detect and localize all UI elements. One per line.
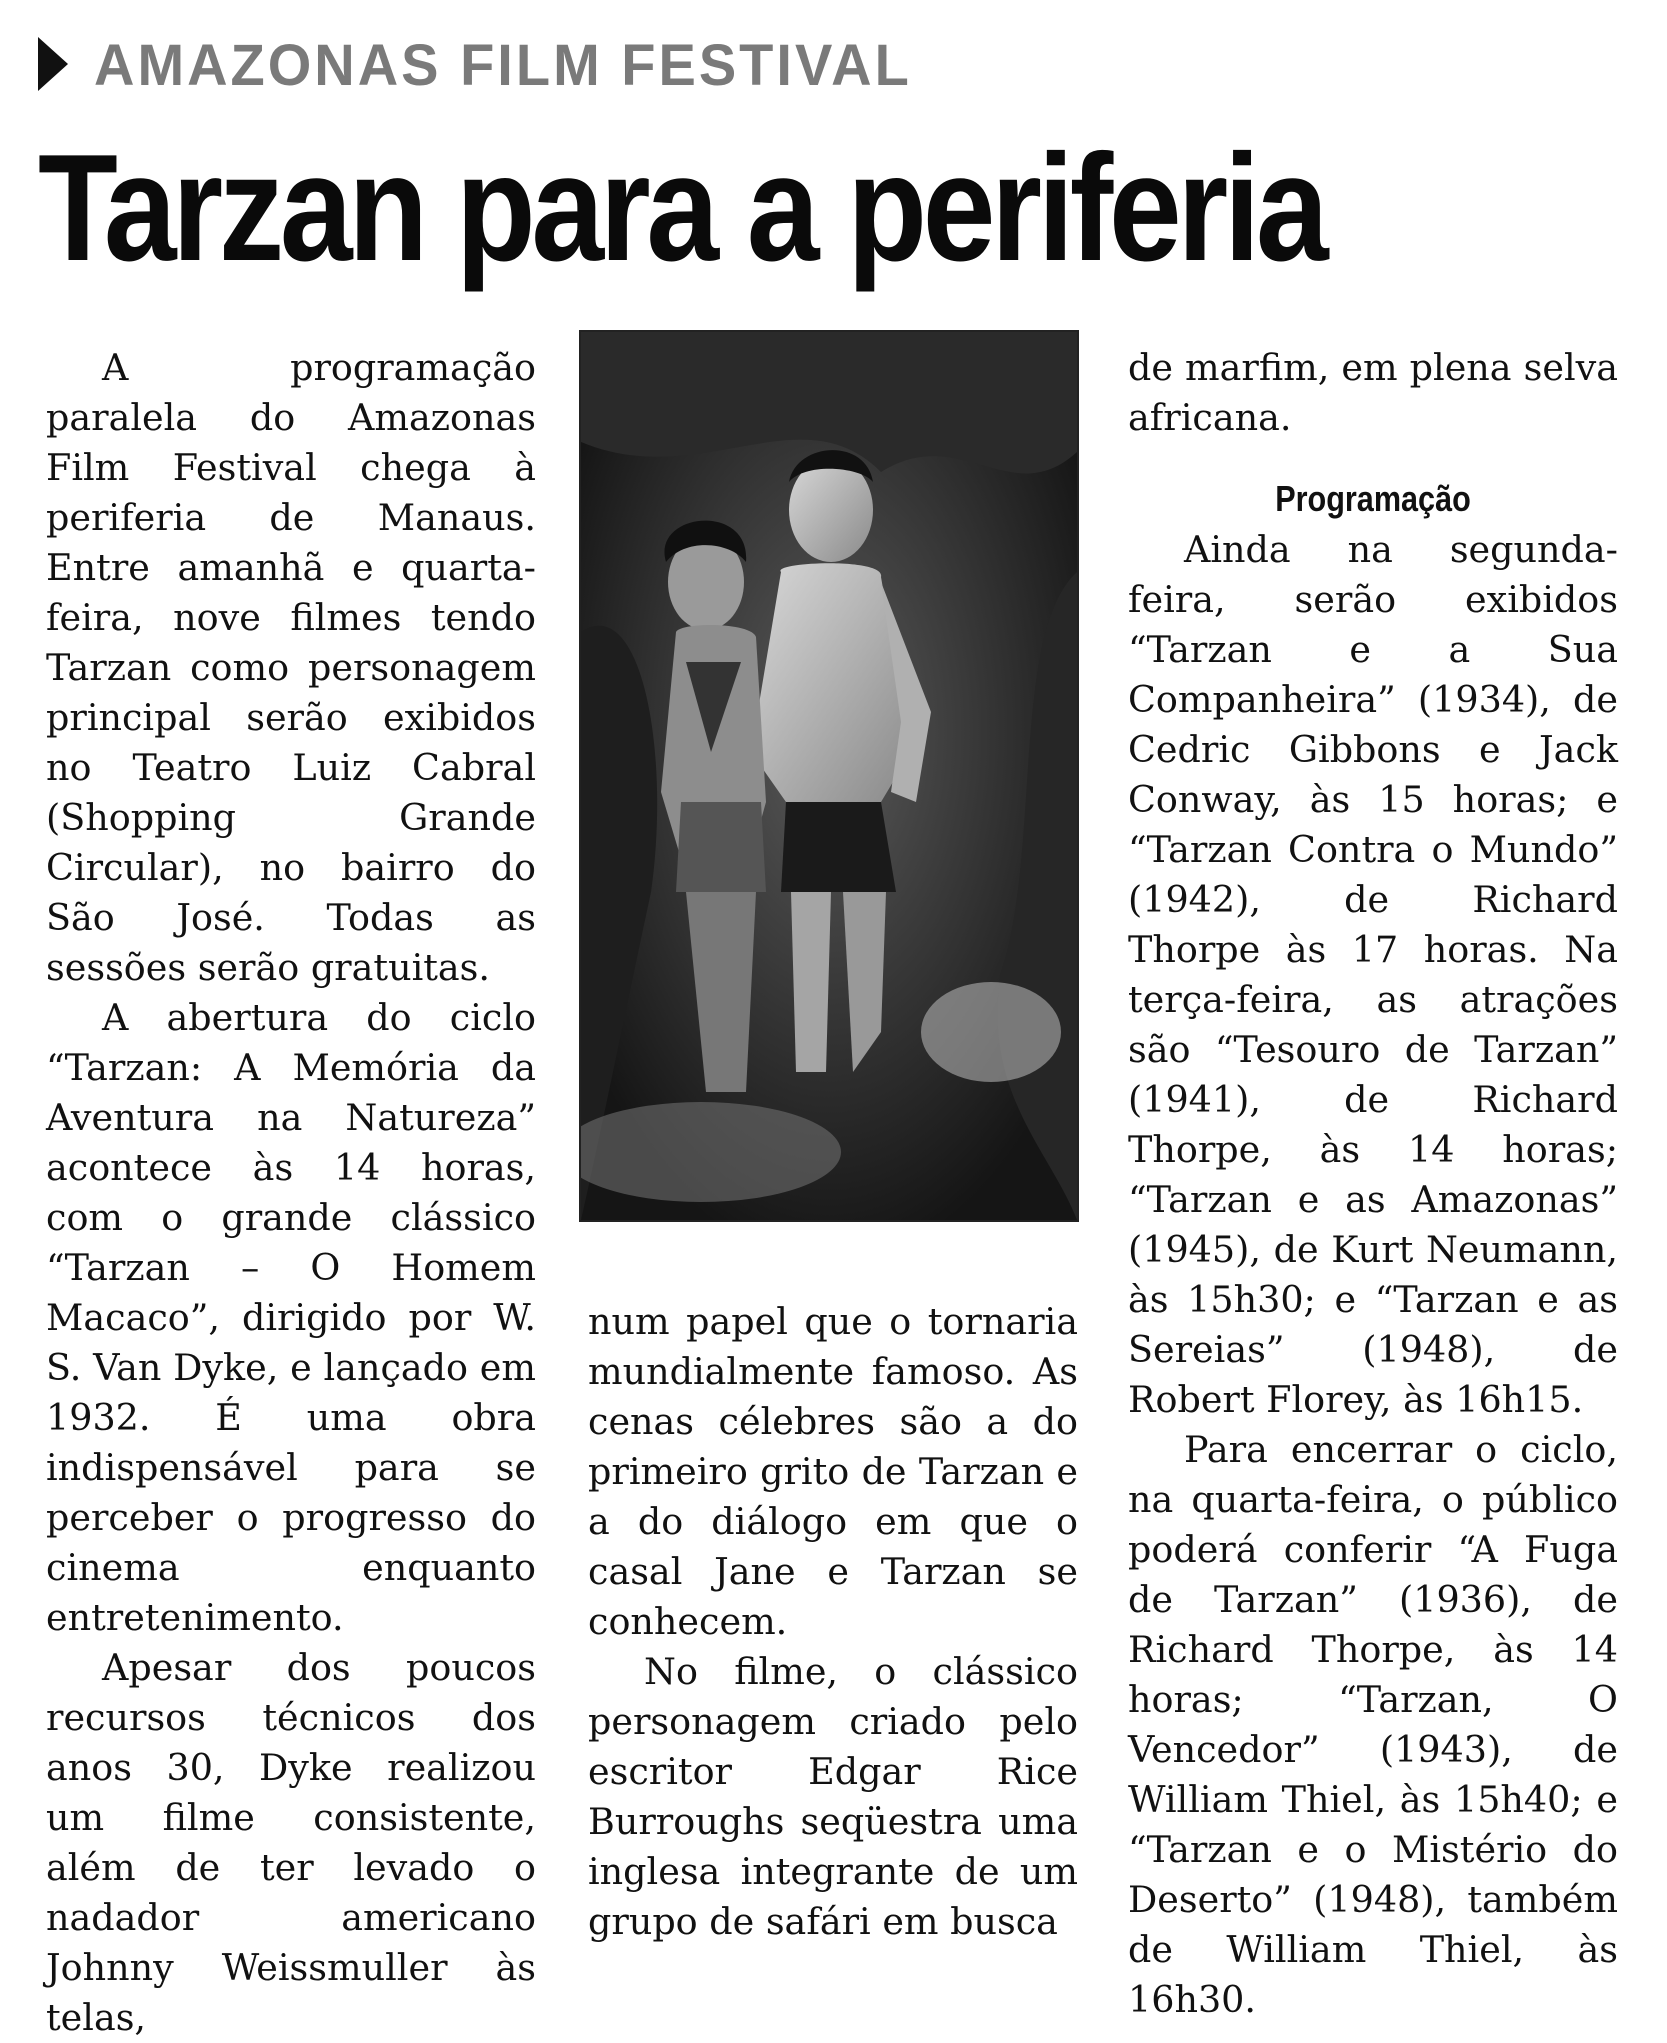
section-kicker (38, 28, 912, 100)
tarzan-and-jane-photo (579, 330, 1079, 1222)
column-1 (46, 343, 536, 2043)
paragraph: de marfim, em plena selva africana. (1128, 346, 1618, 439)
play-triangle-icon (38, 37, 68, 91)
paragraph: A programação paralela do Amazonas Film Festival chega à periferia de Manaus. Entre amanhã e quarta-feira, nove filmes tendo Tarzan como personagem principal serão exibidos no Teatro Luiz Cabral (Shopping Grande Circular), no bairro do São José. Todas as sessões serão gratuitas. (46, 346, 536, 989)
paragraph: Para encerrar o ciclo, na quarta-feira, o público poderá conferir “A Fuga de Tarzan” (1936), de Richard Thorpe, às 14 horas; “Tarzan, O Vencedor” (1943), de William Thiel, às 15h40; e “Tarzan e o Mistério do Deserto” (1948), também de William Thiel, às 16h30. (1128, 1428, 1618, 2021)
headline: Tarzan para a periferia (38, 123, 1325, 293)
paragraph: Ainda na segunda-feira, serão exibidos “Tarzan e a Sua Companheira” (1934), de Cedric Gibbons e Jack Conway, às 15 horas; e “Tarzan Contra o Mundo” (1942), de Richard Thorpe às 17 horas. Na terça-feira, as atrações são “Tesouro de Tarzan” (1941), de Richard Thorpe, às 14 horas; “Tarzan e as Amazonas” (1945), de Kurt Neumann, às 15h30; e “Tarzan e as Sereias” (1948), de Robert Florey, às 16h15. (1128, 528, 1618, 1421)
paragraph: num papel que o tornaria mundialmente famoso. As cenas célebres são a do primeiro grito de Tarzan e a do diálogo em que o casal Jane e Tarzan se conhecem. (588, 1300, 1078, 1643)
subheading: Programação (1275, 478, 1471, 519)
column-2 (588, 1297, 1078, 1947)
section-label: AMAZONAS FILM FESTIVAL (94, 30, 912, 98)
paragraph: Apesar dos poucos recursos técnicos dos anos 30, Dyke realizou um filme consistente, além de ter levado o nadador americano Johnny Weissmuller às telas, (46, 1646, 536, 2039)
paragraph: No filme, o clássico personagem criado pelo escritor Edgar Rice Burroughs seqüestra uma inglesa integrante de um grupo de safári em busca (588, 1650, 1078, 1943)
paragraph: A abertura do ciclo “Tarzan: A Memória da Aventura na Natureza” acontece às 14 horas, com o grande clássico “Tarzan – O Homem Macaco”, dirigido por W. S. Van Dyke, e lançado em 1932. É uma obra indispensável para se perceber o progresso do cinema enquanto entretenimento. (46, 996, 536, 1639)
column-3 (1128, 343, 1618, 2025)
